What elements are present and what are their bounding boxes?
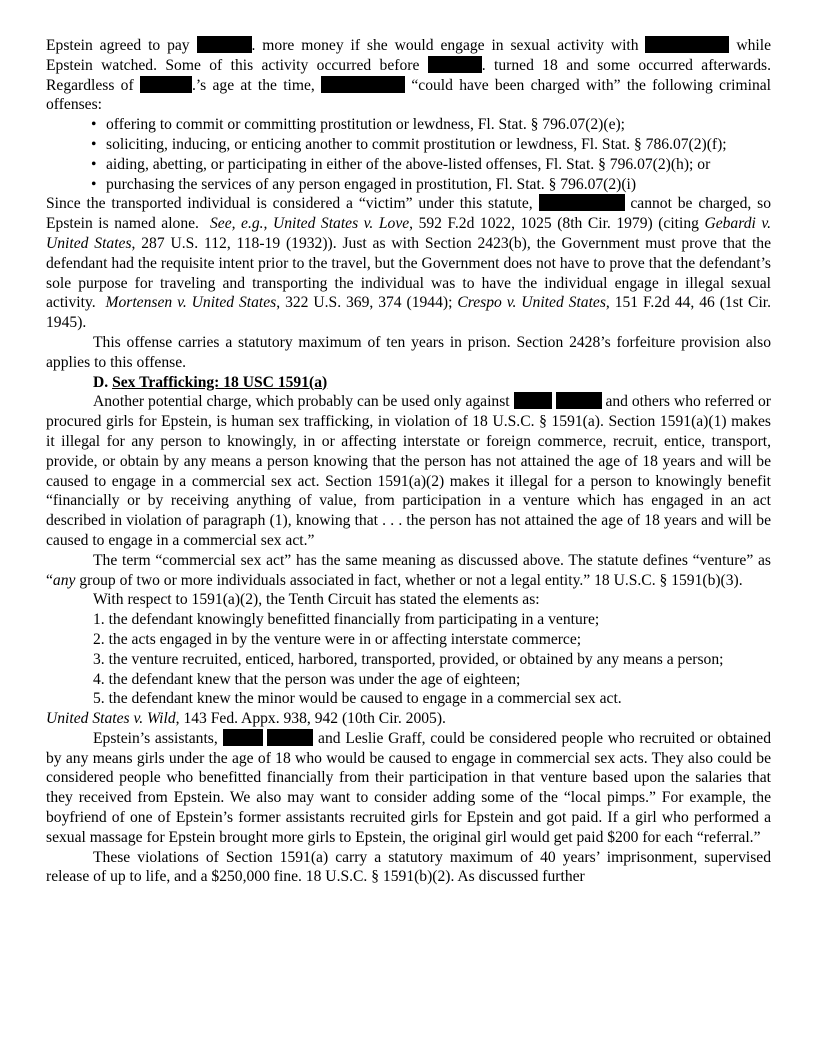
list-item: • aiding, abetting, or participating in either of the above-listed offenses, Fl. Stat. § 796.07(2)(h); or (106, 155, 771, 175)
case-citation: Crespo v. United States (457, 294, 606, 312)
text: , 322 U.S. 369, 374 (1944); (276, 294, 453, 312)
offense-list (46, 115, 771, 194)
text: group of two or more individuals associated in fact, whether or not a legal entity.” 18 U.S.C. § 1591(b)(3). (79, 571, 743, 589)
redaction-box (556, 392, 602, 409)
list-item: • purchasing the services of any person engaged in prostitution, Fl. Stat. § 796.07(2)(i) (106, 175, 771, 195)
case-citation: Mortensen v. United States (105, 294, 277, 312)
text: , 143 Fed. Appx. 938, 942 (10th Cir. 2005). (175, 710, 446, 728)
text: “could have been charged with” the following criminal offenses: (46, 76, 771, 114)
paragraph-payment (46, 36, 771, 115)
text: and Leslie Graff, could be considered people who recruited or obtained by any means girls under the age of 18 who would be caused to engage in commercial sex acts. They also could be considered people who benefitted financially from their participation in that venture based upon the salaries that they received from Epstein. We also may want to consider adding some of the “local pimps.” For example, the boyfriend of one of Epstein’s former assistants recruited girls for Epstein and got paid. If a girl who performed a sexual massage for Epstein brought more girls to Epstein, the original girl would get paid $200 for each “referral.” (46, 729, 772, 846)
redaction-box (223, 729, 263, 746)
emphasis: any (52, 571, 76, 589)
heading-title: Sex Trafficking: 18 USC 1591(a) (112, 373, 328, 391)
redaction-box (321, 76, 405, 93)
element-item: 3. the venture recruited, enticed, harbored, transported, provided, or obtained by any means a person; (93, 650, 724, 668)
element-item: 1. the defendant knowingly benefitted financially from participating in a venture; (93, 611, 600, 629)
text: . more money if she would engage in sexual activity with (251, 37, 639, 54)
paragraph-assistants (46, 729, 771, 848)
element-item: 2. the acts engaged in by the venture were in or affecting interstate commerce; (93, 630, 582, 648)
redaction-box (140, 76, 192, 93)
text: Epstein agreed to pay (46, 37, 190, 54)
list-item: • offering to commit or committing prostitution or lewdness, Fl. Stat. § 796.07(2)(e); (106, 115, 771, 135)
redaction-box (428, 56, 482, 73)
paragraph-penalty: This offense carries a statutory maximum of ten years in prison. Section 2428’s forfeiture provision also applies to this offense. (46, 333, 771, 371)
case-citation: United States v. Wild (46, 710, 176, 728)
redaction-box (645, 36, 729, 53)
case-citation-line (46, 709, 771, 729)
heading-number: D. (93, 373, 109, 391)
list-item: • soliciting, inducing, or enticing another to commit prostitution or lewdness, Fl. Stat. § 786.07(2)(f); (106, 135, 771, 155)
element-item: 4. the defendant knew that the person was under the age of eighteen; (93, 670, 521, 688)
text: Since the transported individual is considered a “victim” under this statute, (46, 195, 533, 213)
redaction-box (539, 194, 625, 211)
text: and others who referred or procured girls for Epstein, is human sex trafficking, in violation of 18 U.S.C. § 1591(a). Section 1591(a)(1) makes it illegal for any person to knowingly, in or affecting interstate or foreign commerce, recruit, entice, transport, provide, or obtain by any means a person knowing that the person has not attained the age of 18 years and will be caused to engage in a commercial sex act. Section 1591(a)(2) makes it illegal for a person to knowingly benefit “financially or by receiving anything of value, from participation in a venture which has engaged in an act described in violation of paragraph (1), knowing that . . . the person has not attained the age of 18 years and will be caused to engage in a commercial sex act.” (46, 393, 771, 549)
text: Epstein’s assistants, (93, 729, 218, 747)
redaction-box (514, 392, 552, 409)
case-citation: See, e.g., United States v. Love (209, 215, 410, 233)
paragraph-victim (46, 194, 771, 333)
paragraph-elements-intro: With respect to 1591(a)(2), the Tenth Circuit has stated the elements as: (93, 591, 540, 609)
redaction-box (197, 36, 252, 53)
case-citation: Gebardi v. United States (46, 215, 772, 252)
text: , 592 F.2d 1022, 1025 (8th Cir. 1979) (citing (409, 215, 699, 233)
text: cannot be charged, so Epstein is named alone. (46, 195, 771, 233)
section-heading (46, 373, 771, 393)
text: , 287 U.S. 112, 118-19 (1932)). Just as with Section 2423(b), the Government must prove that the defendant had the requisite intent prior to the travel, but the Government does not have to prove that the defendant’s sole purpose for traveling and transporting the individual was to have the individual engage in illegal sexual activity. (46, 234, 771, 312)
redaction-box (267, 729, 313, 746)
paragraph-penalties: These violations of Section 1591(a) carry a statutory maximum of 40 years’ imprisonment, supervised release of up to life, and a $250,000 fine. 18 U.S.C. § 1591(b)(2). As discussed further (46, 848, 771, 886)
text: Another potential charge, which probably can be used only against (93, 393, 510, 411)
text: .’s age at the time, (191, 76, 315, 94)
element-item: 5. the defendant knew the minor would be caused to engage in a commercial sex act. (93, 690, 622, 708)
text: while Epstein watched. Some of this activity occurred before (46, 37, 772, 74)
text: . turned 18 and some occurred afterwards. Regardless of (46, 56, 771, 94)
document-page (46, 36, 771, 887)
text: , 151 F.2d 44, 46 (1st Cir. 1945). (46, 294, 772, 332)
paragraph-venture (46, 551, 771, 591)
text: The term “commercial sex act” has the same meaning as discussed above. The statute defines “venture” as “ (46, 551, 771, 589)
paragraph-trafficking (46, 392, 771, 550)
